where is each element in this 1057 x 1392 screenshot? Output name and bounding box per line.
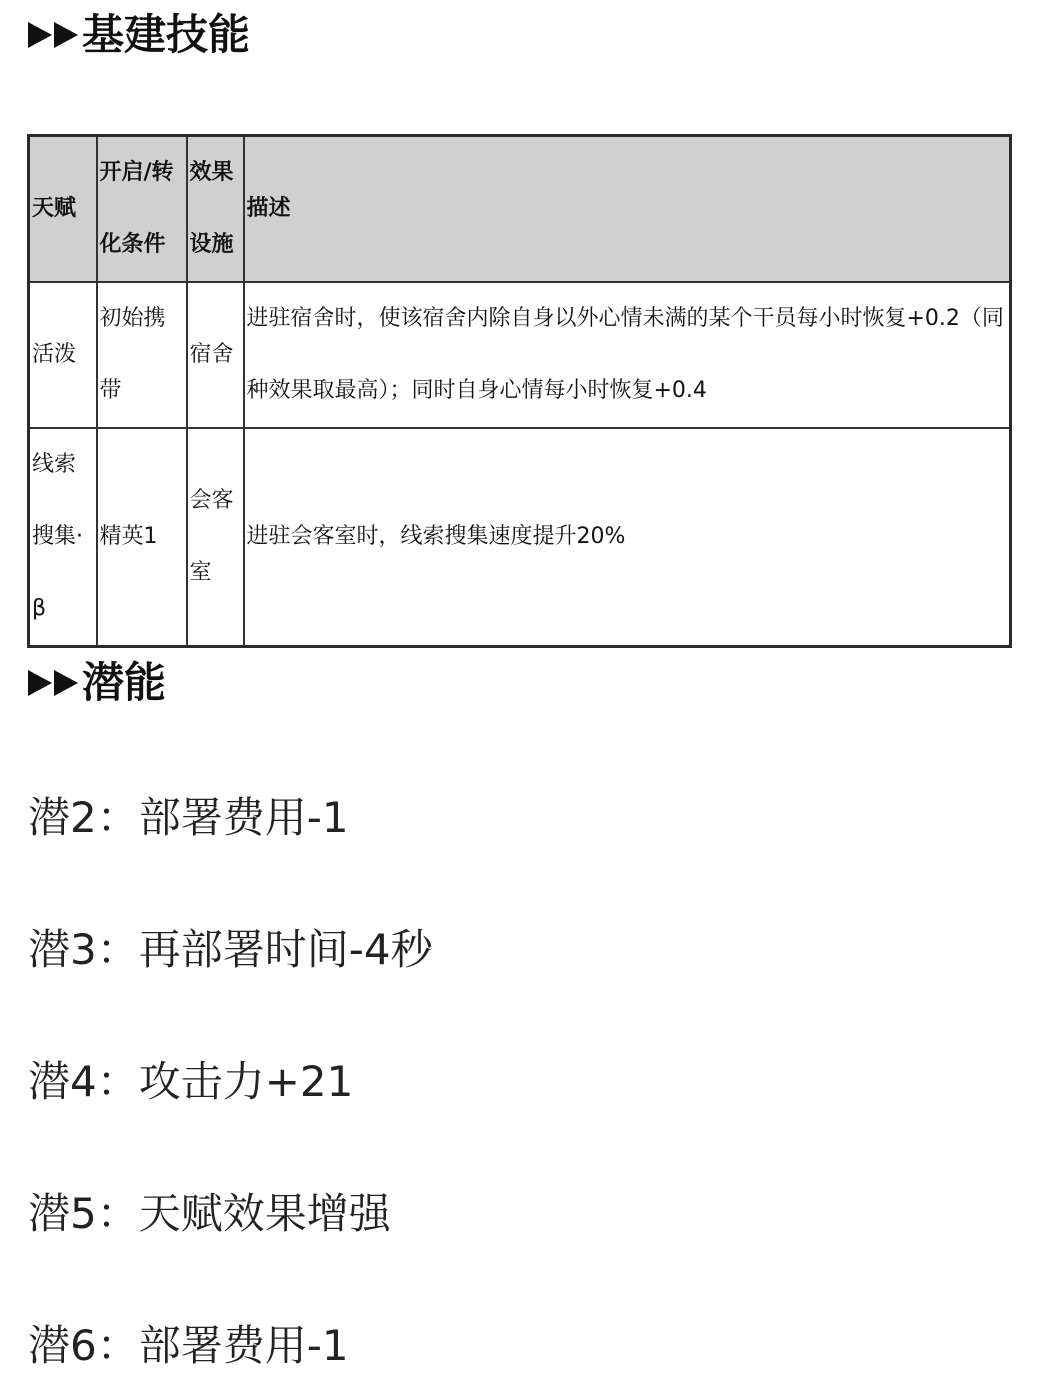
- header-condition: 开启/转 化条件: [97, 136, 187, 283]
- table-row: [29, 282, 1011, 428]
- cell-talent: 线索搜集·β: [29, 428, 97, 647]
- table-header-row: [29, 136, 1011, 283]
- section-heading-potential: [28, 658, 167, 707]
- potential-item: 潜5：天赋效果增强: [28, 1189, 391, 1238]
- cell-facility: 会客室: [187, 428, 244, 647]
- table-row: [29, 428, 1011, 647]
- header-talent: 天赋: [29, 136, 97, 283]
- cell-description: 进驻宿舍时，使该宿舍内除自身以外心情未满的某个干员每小时恢复+0.2（同种效果取最高）；同时自身心情每小时恢复+0.4: [244, 282, 1011, 428]
- double-play-arrow-icon: [28, 670, 80, 696]
- section-heading-base-skills: [28, 10, 251, 59]
- header-facility: 效果 设施: [187, 136, 244, 283]
- cell-facility: 宿舍: [187, 282, 244, 428]
- base-skills-table: [27, 134, 1012, 648]
- cell-condition: 精英1: [97, 428, 187, 647]
- cell-condition: 初始携带: [97, 282, 187, 428]
- cell-talent: 活泼: [29, 282, 97, 428]
- section-title: 基建技能: [82, 10, 251, 59]
- double-play-arrow-icon: [28, 22, 80, 48]
- section-title: 潜能: [82, 658, 167, 707]
- potential-item: 潜4：攻击力+21: [28, 1057, 354, 1106]
- potential-item: 潜6：部署费用-1: [28, 1321, 349, 1370]
- cell-description: 进驻会客室时，线索搜集速度提升20%: [244, 428, 1011, 647]
- potential-item: 潜2：部署费用-1: [28, 793, 349, 842]
- header-description: 描述: [244, 136, 1011, 283]
- potential-item: 潜3：再部署时间-4秒: [28, 925, 433, 974]
